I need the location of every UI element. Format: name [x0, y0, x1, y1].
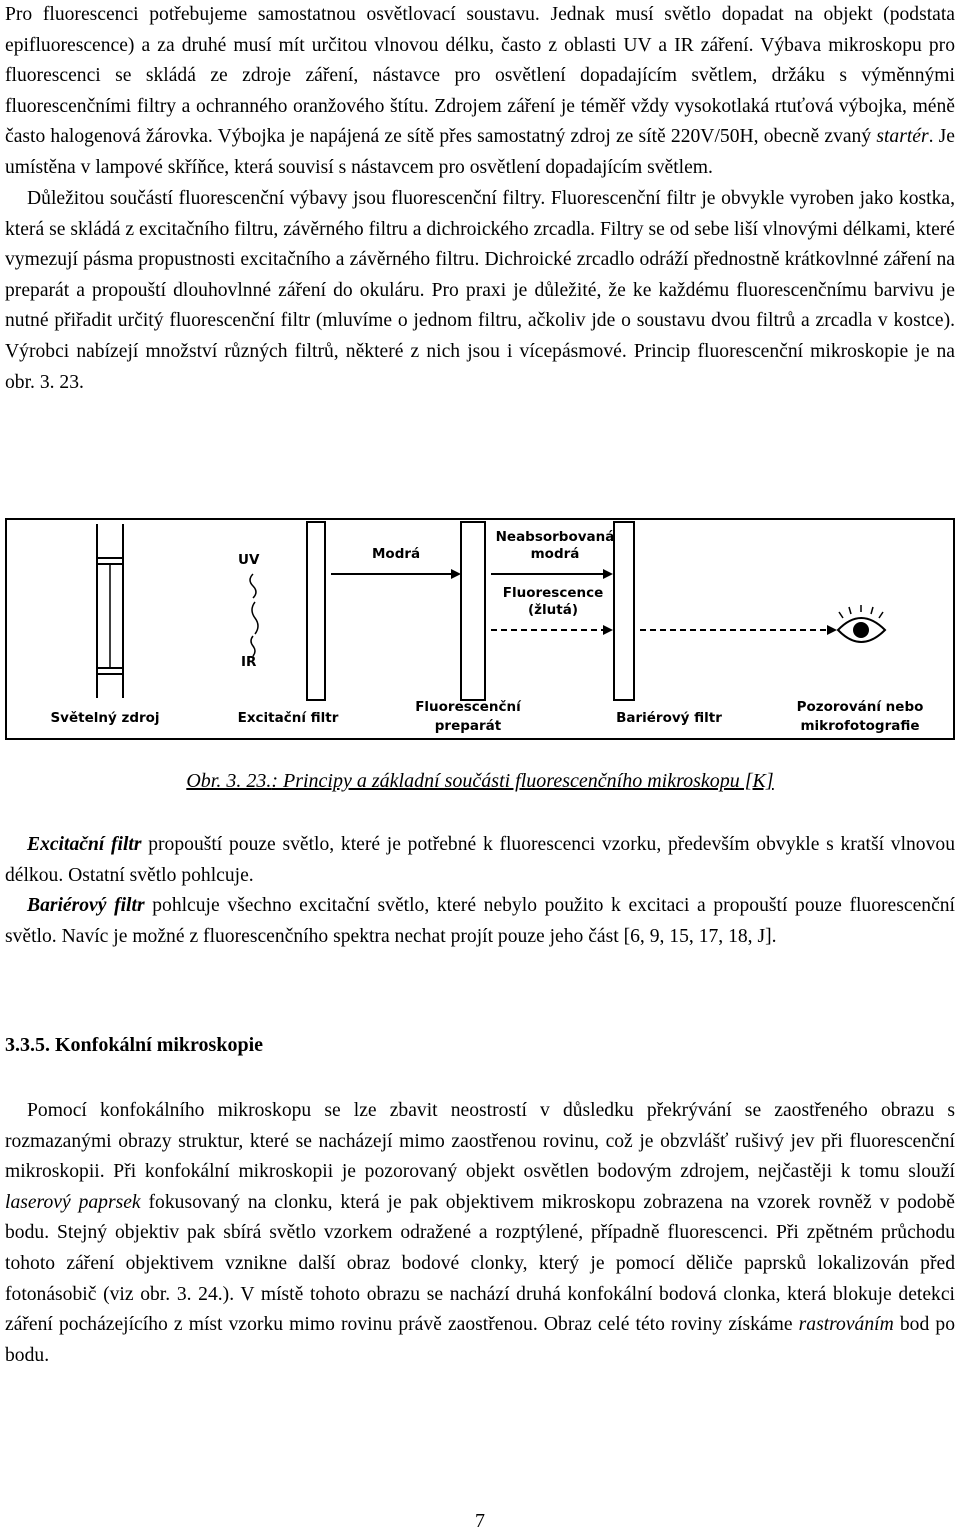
paragraph-excitation-filter [5, 830, 955, 891]
paragraph-fluorescence-intro [5, 0, 955, 184]
unabsorbed-blue-label-1: Neabsorbovaná [495, 529, 615, 545]
term-rastering: rastrováním [798, 1314, 894, 1336]
term-laser-beam: laserový paprsek [5, 1191, 141, 1213]
text-run: . Je umístěna v lampové skříňce, která souvisí s nástavcem pro osvětlení dopadajícím světlem. [5, 126, 955, 178]
paragraph-fluorescence-filters [5, 184, 955, 398]
text-run: propouští pouze světlo, které je potřebné k fluorescenci vzorku, především obvykle s kratší vlnovou délkou. Ostatní světlo pohlcuje. [5, 834, 955, 886]
barrier-filter-bar [614, 522, 634, 700]
label-specimen-1: Fluorescenční [415, 699, 521, 715]
label-observation-2: mikrofotografie [800, 718, 920, 734]
figure-caption [0, 770, 960, 793]
text-run: Pro fluorescenci potřebujeme samostatnou osvětlovací soustavu. Jednak musí světlo dopadat na objekt (podstata epifluorescence) a za druhé musí mít určitou vlnovou délku, často z oblasti UV a IR záření. Výbava mikroskopu pro fluorescenci se skládá ze zdroje záření, nástavce pro osvětlení dopadajícím světlem, držáku s výměnnými fluorescenčními filtry a ochranného oranžového štítu. Zdrojem záření je téměř vždy vysokotlaká rtuťová výbojka, méně často halogenová žárovka. Výbojka je napájená ze sítě přes samostatný zdroj ze sítě 220V/50H, obecně zvaný [5, 4, 955, 148]
excitation-filter-bar [307, 522, 325, 700]
specimen-slide [461, 522, 485, 700]
caption-text: : Principy a základní součásti fluorescenčního mikroskopu [K] [271, 770, 774, 792]
fluorescence-microscope-diagram [5, 518, 955, 740]
unabsorbed-blue-label-2: modrá [530, 546, 580, 562]
label-specimen-2: preparát [434, 718, 502, 734]
text-run: fokusovaný na clonku, která je pak objektivem mikroskopu zobrazena na vzorek rovněž v podobě bodu. Stejný objektiv pak sbírá světlo vzorkem odražené a rozptýlené, případně fluorescenci. Při zpětném průchodu tohoto záření objektivem vznikne další obraz bodové clonky, který je pomocí děliče paprsků lokalizován před fotonásobič (viz obr. 3. 24.). V místě tohoto obrazu se nachází druhá konfokální bodová clonka, která blokuje detekci záření pocházejícího z míst vzorku mimo rovinu právě zaostřenou. Obraz celé této roviny získáme [5, 1191, 955, 1336]
label-light-source: Světelný zdroj [50, 710, 160, 726]
text-run: Důležitou součástí fluorescenční výbavy jsou fluorescenční filtry. Fluorescenční filtr je obvykle vyroben jako kostka, která se skládá z excitačního filtru, závěrného filtru a dichroického zrcadla. Filtry se od sebe liší vlnovými délkami, které vymezují pásma propustnosti excitačního a závěrného filtru. Dichroické zrcadlo odráží přednostně krátkovlnné záření na preparát a propouští dlouhovlnné záření do okuláru. Pro praxi je důležité, že ke každému fluorescenčnímu barvivu je nutné přiřadit určitý fluorescenční filtr (mluvíme o jednom filtru, ačkoliv jde o soustavu dvou filtrů a zrcadla v kostce). Výrobci nabízejí množství různých filtrů, některé z nich jsou i vícepásmové. Princip fluorescenční mikroskopie je na obr. 3. 23. [5, 188, 955, 393]
text-run: Pomocí konfokálního mikroskopu se lze zbavit neostrostí v důsledku překrývání se zaostřeného obrazu s rozmazanými obrazy struktur, které se nacházejí mimo zaostřenou rovinu, což je obzvlášť rušivý jev při fluorescenční mikroskopii. Při konfokální mikroskopii je pozorovaný objekt osvětlen bodovým zdrojem, nejčastěji k tomu slouží [5, 1100, 955, 1183]
page-number: 7 [475, 1510, 485, 1532]
uv-label: UV [238, 552, 260, 568]
blue-light-label: Modrá [372, 546, 421, 562]
label-barrier-filter: Bariérový filtr [616, 710, 722, 726]
section-heading: 3.3.5. Konfokální mikroskopie [5, 1034, 264, 1056]
text-run: bod po bodu. [5, 1314, 955, 1366]
paragraph-barrier-filter [5, 891, 955, 952]
fluorescence-label-1: Fluorescence [502, 585, 604, 601]
term-barrier-filter: Bariérový filtr [27, 895, 145, 916]
text-run: pohlcuje všechno excitační světlo, které nebylo použito k excitaci a propouští pouze fluorescenční světlo. Navíc je možné z fluorescenčního spektra nechat projít pouze jeho část [6, 9, 15, 17, 18, J]. [5, 895, 956, 947]
caption-number: Obr. 3. 23. [186, 770, 272, 792]
label-observation-1: Pozorování nebo [796, 699, 924, 715]
paragraph-confocal [5, 1096, 955, 1371]
label-excitation-filter: Excitační filtr [237, 710, 339, 726]
term-excitation-filter: Excitační filtr [27, 834, 142, 855]
fluorescence-label-2: (žlutá) [528, 602, 578, 618]
term-starter: startér [876, 126, 929, 148]
ir-label: IR [241, 654, 257, 670]
